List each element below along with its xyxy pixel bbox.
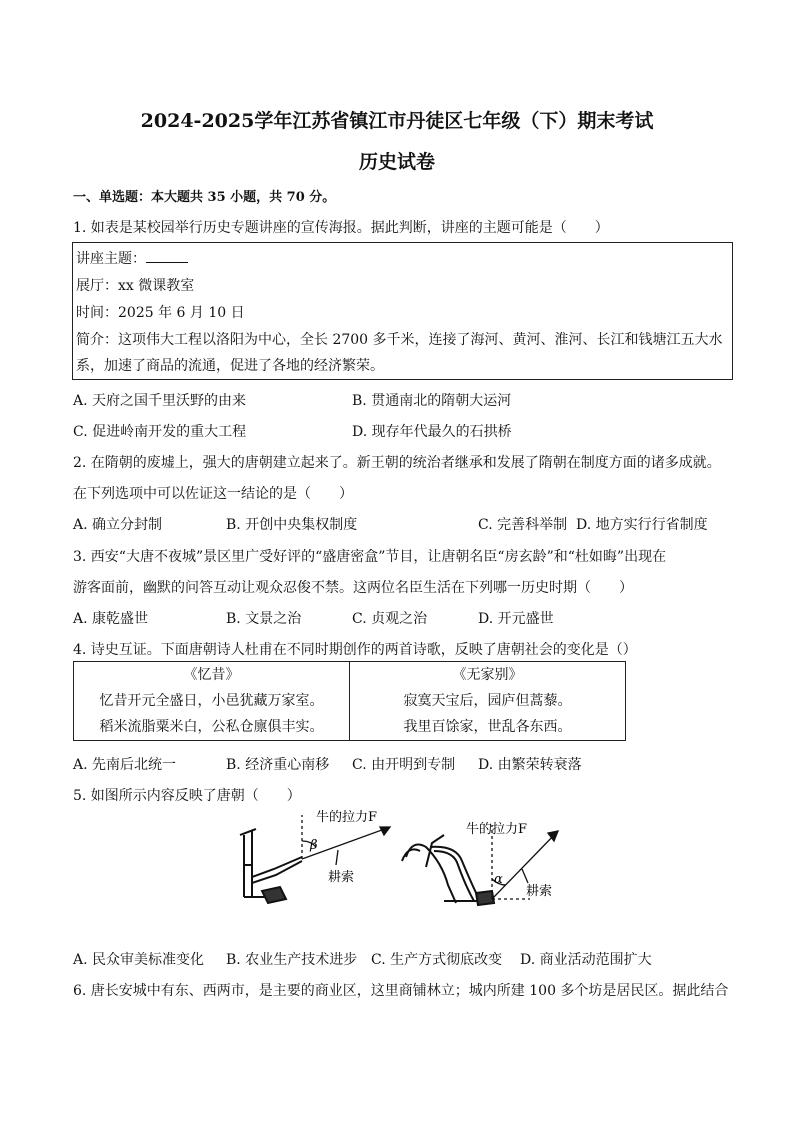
q4-poem-left-line2: 稻米流脂粟米白，公私仓廪俱丰实。 xyxy=(99,719,324,735)
q3-option-b[interactable]: B. 文景之治 xyxy=(226,611,302,627)
q4-option-b[interactable]: B. 经济重心南移 xyxy=(226,757,330,773)
q4-option-d[interactable]: D. 由繁荣转衰落 xyxy=(478,757,582,773)
q2-stem-line1: 2. 在隋朝的废墟上，强大的唐朝建立起来了。新王朝的统治者继承和发展了隋朝在制度方面的诸多成就。 xyxy=(73,455,721,471)
left-rope-label: 耕索 xyxy=(328,870,355,885)
q2-option-b[interactable]: B. 开创中央集权制度 xyxy=(226,517,358,533)
q3-option-c[interactable]: C. 贞观之治 xyxy=(352,611,428,627)
q4-stem: 4. 诗史互证。下面唐朝诗人杜甫在不同时期创作的两首诗歌，反映了唐朝社会的变化是（） xyxy=(73,642,637,658)
section-heading: 一、单选题：本大题共 35 小题，共 70 分。 xyxy=(73,190,336,205)
q4-poem-left-line1: 忆昔开元全盛日，小邑犹藏万家室。 xyxy=(99,693,324,709)
q4-poem-left xyxy=(74,662,350,741)
q2-stem-line2: 在下列选项中可以佐证这一结论的是（ ） xyxy=(73,486,353,502)
q1-blank-line xyxy=(146,250,188,263)
q2-option-d[interactable]: D. 地方实行行省制度 xyxy=(576,517,708,533)
q6-stem: 6. 唐长安城中有东、西两市，是主要的商业区，这里商铺林立；城内所建 100 多个坊是居民区。据此结合 xyxy=(73,983,729,999)
q4-poem-right-title: 《无家别》 xyxy=(452,667,523,683)
curved-plow-illustration xyxy=(402,835,494,905)
exam-title: 2024-2025学年江苏省镇江市丹徒区七年级（下）期末考试 xyxy=(140,110,654,132)
left-angle-label: β xyxy=(310,838,318,853)
q1-poster-topic-label: 讲座主题： xyxy=(76,251,146,267)
q1-option-d[interactable]: D. 现存年代最久的石拱桥 xyxy=(352,424,512,440)
q5-stem: 5. 如图所示内容反映了唐朝（ ） xyxy=(73,788,301,804)
q4-poem-right xyxy=(350,662,626,741)
q1-poster-time: 时间：2025 年 6 月 10 日 xyxy=(76,305,245,321)
q2-option-a[interactable]: A. 确立分封制 xyxy=(73,517,163,533)
q4-option-c[interactable]: C. 由开明到专制 xyxy=(352,757,456,773)
q5-option-c[interactable]: C. 生产方式彻底改变 xyxy=(371,952,503,968)
q3-option-d[interactable]: D. 开元盛世 xyxy=(478,611,554,627)
q4-poem-table xyxy=(73,661,626,741)
q1-option-a[interactable]: A. 天府之国千里沃野的由来 xyxy=(73,393,247,409)
q1-stem: 1. 如表是某校园举行历史专题讲座的宣传海报。据此判断，讲座的主题可能是（ ） xyxy=(73,220,609,236)
q1-option-c[interactable]: C. 促进岭南开发的重大工程 xyxy=(73,424,247,440)
q2-option-c[interactable]: C. 完善科举制 xyxy=(478,517,568,533)
q4-poem-right-line1: 寂寞天宝后，园庐但蒿藜。 xyxy=(403,693,572,709)
q5-option-b[interactable]: B. 农业生产技术进步 xyxy=(226,952,358,968)
q3-stem-line2: 游客面前，幽默的问答互动让观众忍俊不禁。这两位名臣生活在下列哪一历史时期（ ） xyxy=(73,580,633,596)
q1-poster-box xyxy=(72,242,733,380)
q1-poster-intro: 简介：这项伟大工程以洛阳为中心，全长 2700 多千米，连接了海河、黄河、淮河、长江和钱塘江五大水 xyxy=(76,332,723,348)
left-force-label: 牛的拉力F xyxy=(316,810,378,825)
q1-poster-intro-cont: 系，加速了商品的流通，促进了各地的经济繁荣。 xyxy=(76,358,384,374)
q3-stem-line1: 3. 西安“大唐不夜城”景区里广受好评的“盛唐密盒”节目，让唐朝名臣“房玄龄”和“杜如晦”出现在 xyxy=(73,549,667,565)
q4-option-a[interactable]: A. 先南后北统一 xyxy=(73,757,177,773)
q5-option-d[interactable]: D. 商业活动范围扩大 xyxy=(520,952,652,968)
q1-option-b[interactable]: B. 贯通南北的隋朝大运河 xyxy=(352,393,512,409)
q1-poster-topic xyxy=(76,248,188,268)
right-angle-label: α xyxy=(494,872,503,887)
right-rope-label: 耕索 xyxy=(526,884,553,899)
exam-subtitle: 历史试卷 xyxy=(358,151,435,173)
q4-poem-right-line2: 我里百馀家，世乱各东西。 xyxy=(403,719,572,735)
q1-poster-venue: 展厅：xx 微课教室 xyxy=(76,278,195,294)
straight-plow-illustration xyxy=(240,829,302,903)
q3-option-a[interactable]: A. 康乾盛世 xyxy=(73,611,149,627)
q5-option-a[interactable]: A. 民众审美标准变化 xyxy=(73,952,205,968)
q4-poem-left-title: 《忆昔》 xyxy=(183,667,240,683)
right-force-label: 牛的拉力F xyxy=(466,822,528,837)
plow-comparison-figure xyxy=(230,805,580,925)
